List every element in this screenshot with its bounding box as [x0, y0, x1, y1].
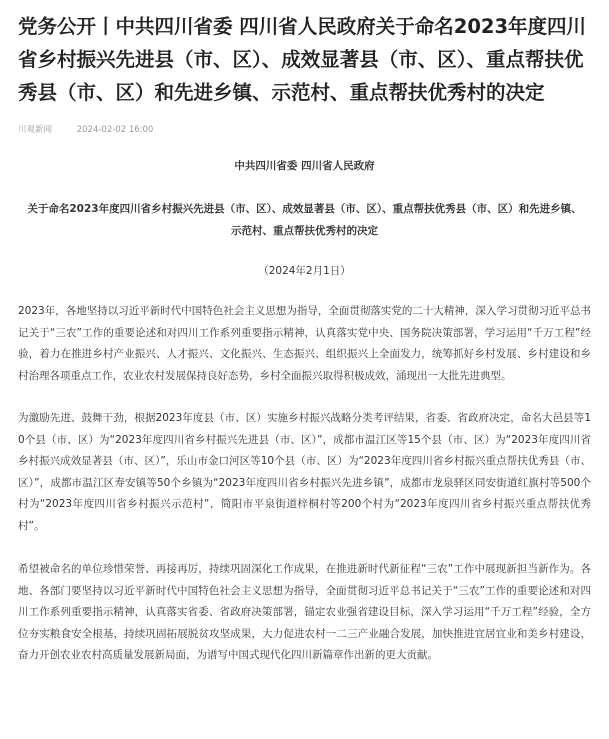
document-title: 关于命名2023年度四川省乡村振兴先进县（市、区）、成效显著县（市、区）、重点帮扶优秀县（市、区）和先进乡镇、示范村、重点帮扶优秀村的决定	[27, 203, 582, 237]
body-paragraph-2: 为激励先进、鼓舞干劲，根据2023年度县（市、区）实施乡村振兴战略分类考评结果，省委、省政府决定，命名大邑县等10个县（市、区）为“2023年度四川省乡村振兴先进县（市、区）”，成都市温江区等15个县（市、区）为“2023年度四川省乡村振兴成效显著县（市、区）”，乐山市金口河区等10个县（市、区）为“2023年度四川省乡村振兴重点帮扶优秀县（市、区）”，成都市温江区寿安镇等50个乡镇为“2023年度四川省乡村振兴先进乡镇”，成都市龙泉驿区同安街道红旗村等500个村为“2023年度四川省乡村振兴示范村”，简阳市平泉街道梓桐村等200个村为“2023年度四川省乡村振兴重点帮扶优秀村”。	[18, 412, 591, 532]
body-paragraph-3: 希望被命名的单位珍惜荣誉、再接再厉，持续巩固深化工作成果，在推进新时代新征程“三农”工作中展现新担当新作为。各地、各部门要坚持以习近平新时代中国特色社会主义思想为指导，全面贯彻习近平总书记关于“三农”工作的重要论述和对四川工作系列重要指示精神，认真落实省委、省政府决策部署，锚定农业强省建设目标，深入学习运用“千万工程”经验，全方位夯实粮食安全根基，持续巩固拓展脱贫攻坚成果，大力促进农村一二三产业融合发展，加快推进宜居宜业和美乡村建设，奋力开创农业农村高质量发展新局面，为谱写中国式现代化四川新篇章作出新的更大贡献。	[18, 563, 591, 661]
body-paragraph-1: 2023年，各地坚持以习近平新时代中国特色社会主义思想为指导，全面贯彻落实党的二十大精神，深入学习贯彻习近平总书记关于“三农”工作的重要论述和对四川工作系列重要指示精神，认真落实党中央、国务院决策部署，学习运用“千万工程”经验，着力在推进乡村产业振兴、人才振兴、文化振兴、生态振兴、组织振兴上全面发力，统筹抓好乡村发展、乡村建设和乡村治理各项重点工作，农业农村发展保持良好态势，乡村全面振兴取得积极成效，涌现出一大批先进典型。	[18, 305, 591, 382]
article-source[interactable]: 川观新闻	[18, 125, 53, 135]
document-issuer: 中共四川省委 四川省人民政府	[234, 160, 375, 172]
article-datetime: 2024-02-02 16:00	[76, 125, 154, 135]
document-date: （2024年2月1日）	[258, 265, 351, 277]
article-meta	[18, 124, 591, 136]
article-headline: 党务公开丨中共四川省委 四川省人民政府关于命名2023年度四川省乡村振兴先进县（市、区）、成效显著县（市、区）、重点帮扶优秀县（市、区）和先进乡镇、示范村、重点帮扶优秀村的决定	[18, 15, 587, 104]
